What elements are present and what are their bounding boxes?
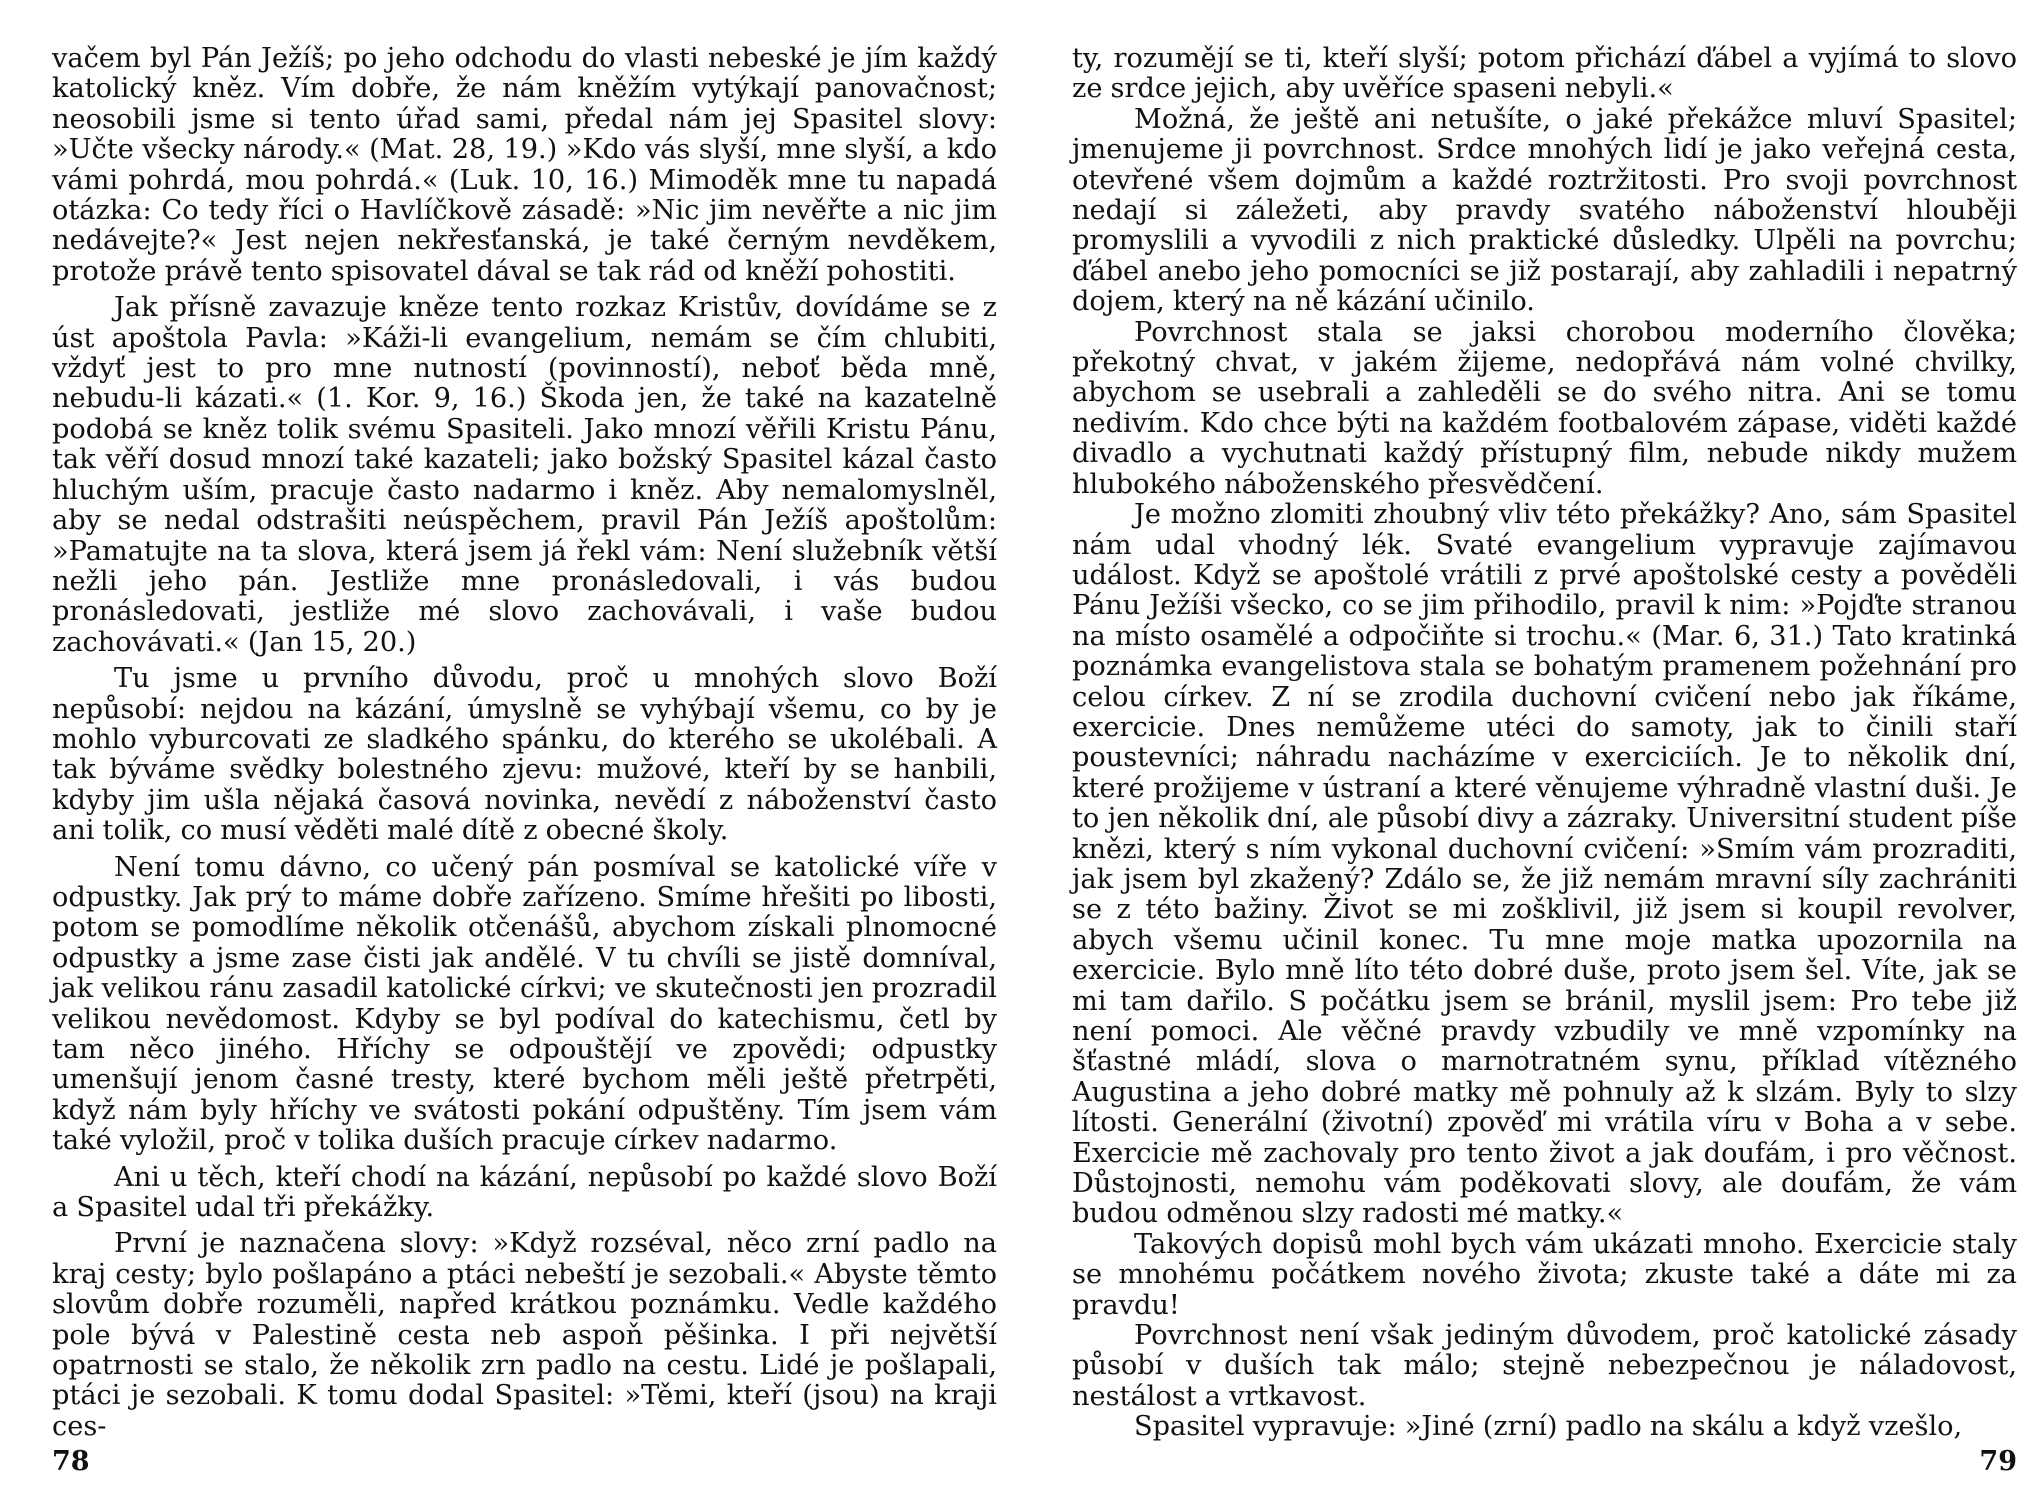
- paragraph: Takových dopisů mohl bych vám ukázati mnoho. Exercicie staly se mnohému počátkem nového života; zkuste také a dáte mi za pravdu!: [1072, 1228, 2017, 1321]
- paragraph: Jak přísně zavazuje kněze tento rozkaz Kristův, dovídáme se z úst apoštola Pavla: »Káži-li evangelium, nemám se čím chlubiti, vždyť jest to pro mne nutností (povinností), neboť běda mně, nebudu-li kázati.« (1. Kor. 9, 16.) Škoda jen, že také na kazatelně podobá se kněz tolik svému Spasiteli. Jako mnozí věřili Kristu Pánu, tak věří dosud mnozí také kazateli; jako božský Spasitel kázal často hluchým uším, pracuje často nadarmo i kněz. Aby nemalomyslněl, aby se nedal odstrašiti neúspěchem, pravil Pán Ježíš apoštolům: »Pamatujte na ta slova, která jsem já řekl vám: Není služebník větší nežli jeho pán. Jestliže mne pronásledovali, i vás budou pronásledovati, jestliže mé slovo zachovávali, i vaše budou zachovávati.« (Jan 15, 20.): [52, 292, 997, 658]
- paragraph: Tu jsme u prvního důvodu, proč u mnohých slovo Boží nepůsobí: nejdou na kázání, úmyslně se vyhýbají všemu, co by je mohlo vyburcovati ze sladkého spánku, do kterého se ukolébali. A tak býváme svědky bolestného zjevu: mužové, kteří by se hanbili, kdyby jim ušla nějaká časová novinka, nevědí z náboženství často ani tolik, co musí věděti malé dítě z obecné školy.: [52, 663, 997, 847]
- paragraph: ty, rozumějí se ti, kteří slyší; potom přichází ďábel a vyjímá to slovo ze srdce jejich, aby uvěříce spaseni nebyli.«: [1072, 43, 2017, 105]
- page-number: 79: [1979, 1446, 2017, 1477]
- left-page: [52, 43, 997, 1477]
- left-page-text: [52, 44, 997, 1442]
- paragraph: Možná, že ještě ani netušíte, o jaké překážce mluví Spasitel; jmenujeme ji povrchnost. Srdce mnohých lidí je jako veřejná cesta, otevřené všem dojmům a každé roztržitosti. Pro svoji povrchnost nedají si záležeti, aby pravdy svatého náboženství hlouběji promyslili a vyvodili z nich praktické důsledky. Ulpěli na povrchu; ďábel anebo jeho pomocníci se již postarají, aby zahladili i nepatrný dojem, který na ně kázání učinilo.: [1072, 103, 2017, 318]
- page-number: 78: [52, 1446, 90, 1477]
- paragraph: Není tomu dávno, co učený pán posmíval se katolické víře v odpustky. Jak prý to máme dobře zařízeno. Smíme hřešiti po libosti, potom se pomodlíme několik otčenášů, abychom získali plnomocné odpustky a jsme zase čisti jak andělé. V tu chvíli se jistě domníval, jak velikou ránu zasadil katolické církvi; ve skutečnosti jen prozradil velikou nevědomost. Kdyby se byl podíval do katechismu, četl by tam něco jiného. Hříchy se odpouštějí ve zpovědi; odpustky umenšují jenom časné tresty, které bychom měli ještě přetrpěti, když nám byly hříchy ve svátosti pokání odpuštěny. Tím jsem vám také vyložil, proč v tolika duších pracuje církev nadarmo.: [52, 851, 997, 1157]
- paragraph: První je naznačena slovy: »Když rozséval, něco zrní padlo na kraj cesty; bylo pošlapáno a ptáci nebeští je sezobali.« Abyste těmto slovům dobře rozuměli, napřed krátkou poznámku. Vedle každého pole bývá v Palestině cesta neb aspoň pěšinka. I při největší opatrnosti se stalo, že několik zrn padlo na cestu. Lidé je pošlapali, ptáci je sezobali. K tomu dodal Spasitel: »Těmi, kteří (jsou) na kraji ces-: [52, 1228, 997, 1442]
- paragraph: vačem byl Pán Ježíš; po jeho odchodu do vlasti nebeské je jím každý katolický kněz. Vím dobře, že nám kněžím vytýkají panovačnost; neosobili jsme si tento úřad sami, předal nám jej Spasitel slovy: »Učte všecky národy.« (Mat. 28, 19.) »Kdo vás slyší, mne slyší, a kdo vámi pohrdá, mou pohrdá.« (Luk. 10, 16.) Mimoděk mne tu napadá otázka: Co tedy říci o Havlíčkově zásadě: »Nic jim nevěřte a nic jim nedávejte?« Jest nejen nekřesťanská, je také černým nevděkem, protože právě tento spisovatel dával se tak rád od kněží pohostiti.: [52, 43, 997, 287]
- paragraph: Je možno zlomiti zhoubný vliv této překážky? Ano, sám Spasitel nám udal vhodný lék. Svaté evangelium vypravuje zajímavou událost. Když se apoštolé vrátili z prvé apoštolské cesty a pověděli Pánu Ježíši všecko, co se jim přihodilo, pravil k nim: »Pojďte stranou na místo osamělé a odpočiňte si trochu.« (Mar. 6, 31.) Tato kratinká poznámka evangelistova stala se bohatým pramenem požehnání pro celou církev. Z ní se zrodila duchovní cvičení nebo jak říkáme, exercicie. Dnes nemůžeme utéci do samoty, jak to činili staří poustevníci; náhradu nacházíme v exerciciích. Je to několik dní, které prožijeme v ústraní a které věnujeme výhradně vlastní duši. Je to jen několik dní, ale působí divy a zázraky. Universitní student píše knězi, který s ním vykonal duchovní cvičení: »Smím vám prozraditi, jak jsem byl zkažený? Zdálo se, že již nemám mravní síly zachrániti se z této bažiny. Život se mi zošklivil, již jsem si koupil revolver, abych všemu učinil konec. Tu mne moje matka upozornila na exercicie. Bylo mně líto této dobré duše, proto jsem šel. Víte, jak se mi tam dařilo. S počátku jsem se bránil, myslil jsem: Pro tebe již není pomoci. Ale věčné pravdy vzbudily ve mně vzpomínky na šťastné mládí, slova o marnotratném synu, příklad vítězného Augustina a jeho dobré matky mě pohnuly až k slzám. Byly to slzy lítosti. Generální (životní) zpověď mi vrátila víru v Boha a v sebe. Exercicie mě zachovaly pro tento život a jak doufám, i pro věčnost. Důstojnosti, nemohu vám poděkovati slovy, ale doufám, že vám budou odměnou slzy radosti mé matky.«: [1072, 499, 2017, 1230]
- paragraph: Spasitel vypravuje: »Jiné (zrní) padlo na skálu a když vzešlo,: [1134, 1411, 1963, 1443]
- right-page: [1072, 43, 2017, 1477]
- right-page-text: [1072, 44, 2017, 1443]
- paragraph: Povrchnost není však jediným důvodem, proč katolické zásady působí v duších tak málo; stejně nebezpečnou je náladovost, nestálost a vrtkavost.: [1072, 1320, 2017, 1412]
- paragraph: Povrchnost stala se jaksi chorobou moderního člověka; překotný chvat, v jakém žijeme, nedopřává nám volné chvilky, abychom se usebrali a zahleděli se do svého nitra. Ani se tomu nedivím. Kdo chce býti na každém footbalovém zápase, viděti každé divadlo a vychutnati každý přístupný film, nebude nikdy mužem hlubokého náboženského přesvědčení.: [1072, 316, 2017, 500]
- paragraph: Ani u těch, kteří chodí na kázání, nepůsobí po každé slovo Boží a Spasitel udal tři překážky.: [52, 1161, 997, 1224]
